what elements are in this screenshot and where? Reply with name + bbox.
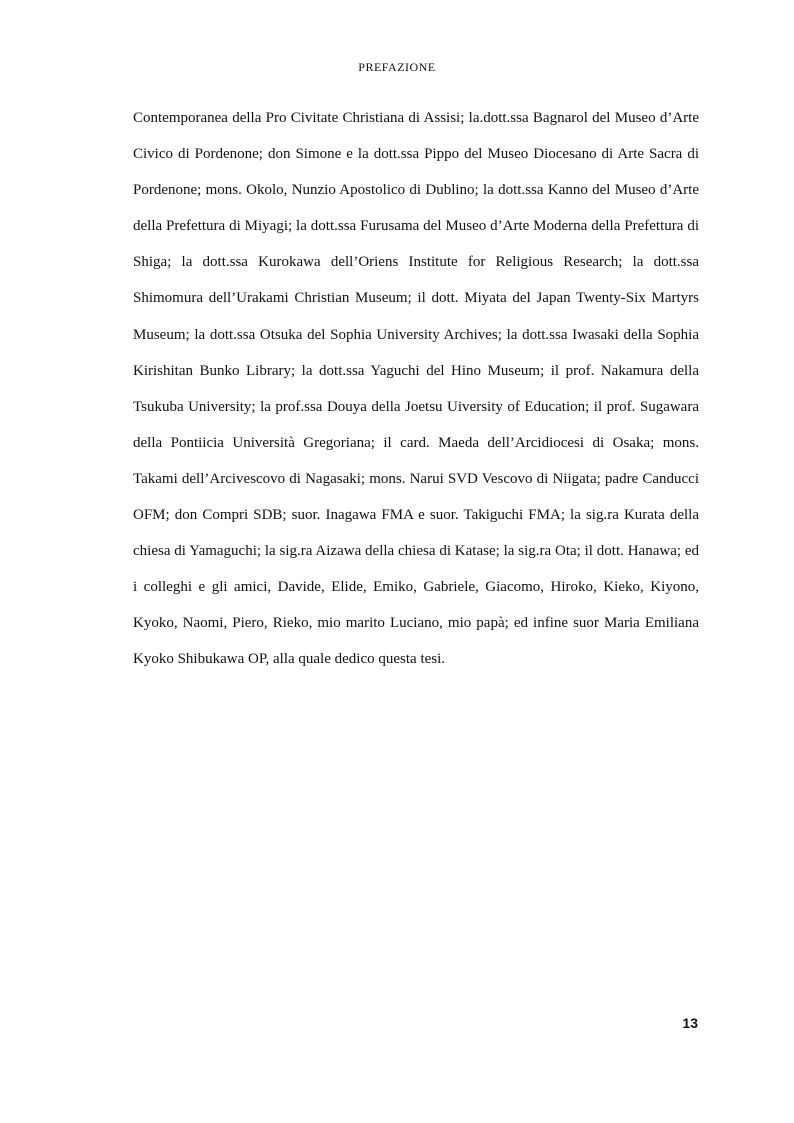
running-header: PREFAZIONE [358,60,436,74]
body-paragraph: Contemporanea della Pro Civitate Christiana di Assisi; la.dott.ssa Bagnarol del Museo d’Arte Civico di Pordenone; don Simone e la dott.ssa Pippo del Museo Diocesano di Arte Sacra di Pordenone; mons. Okolo, Nunzio Apostolico di Dublino; la dott.ssa Kanno del Museo d’Arte della Prefettura di Miyagi; la dott.ssa Furusama del Museo d’Arte Moderna della Prefettura di Shiga; la dott.ssa Kurokawa dell’Oriens Institute for Religious Research; la dott.ssa Shimomura dell’Urakami Christian Museum; il dott. Miyata del Japan Twenty-Six Martyrs Museum; la dott.ssa Otsuka del Sophia University Archives; la dott.ssa Iwasaki della Sophia Kirishitan Bunko Library; la dott.ssa Yaguchi del Hino Museum; il prof. Nakamura della Tsukuba University; la prof.ssa Douya della Joetsu Uiversity of Education; il prof. Sugawara della Pontiicia Università Gregoriana; il card. Maeda dell’Arcidiocesi di Osaka; mons. Takami dell’Arcivescovo di Nagasaki; mons. Narui SVD Vescovo di Niigata; padre Canducci OFM; don Compri SDB; suor. Inagawa FMA e suor. Takiguchi FMA; la sig.ra Kurata della chiesa di Yamaguchi; la sig.ra Aizawa della chiesa di Katase; la sig.ra Ota; il dott. Hanawa; ed i colleghi e gli amici, Davide, Elide, Emiko, Gabriele, Giacomo, Hiroko, Kieko, Kiyono, Kyoko, Naomi, Piero, Rieko, mio marito Luciano, mio papà; ed infine suor Maria Emiliana Kyoko Shibukawa OP, alla quale dedico questa tesi. [133,110,699,668]
page-number: 13 [682,1015,698,1031]
